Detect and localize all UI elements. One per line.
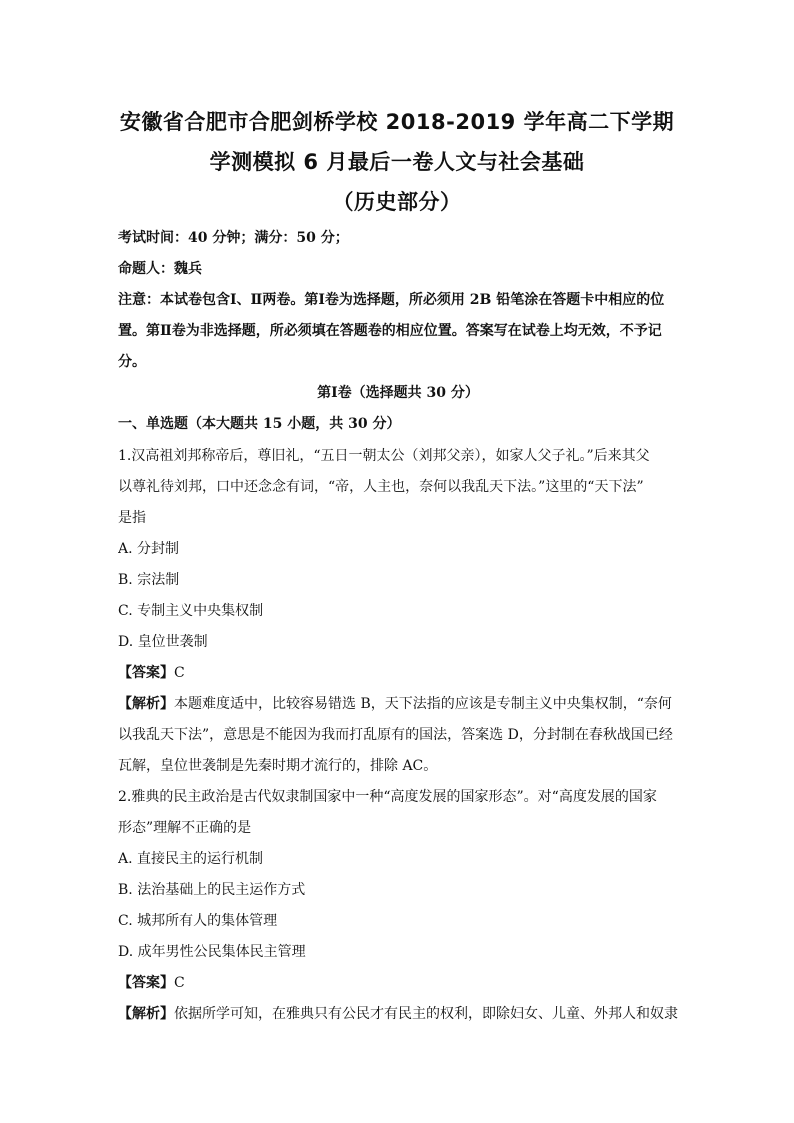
- question-1-option-a: A. 分封制: [118, 541, 180, 557]
- exam-notice-line-1: 注意：本试卷包含Ⅰ、Ⅱ两卷。第Ⅰ卷为选择题，所必须用 2B 铅笔涂在答题卡中相应的位: [118, 292, 665, 308]
- question-2-analysis-line-1: [118, 1004, 678, 1024]
- question-1-option-b: B. 宗法制: [118, 572, 180, 588]
- question-1-stem-line-2: 以尊礼待刘邦，口中还念念有词，“帝，人主也，奈何以我乱天下法。”这里的“天下法”: [118, 479, 644, 495]
- question-1-stem-line-3: 是指: [118, 510, 146, 526]
- question-1-option-d: D. 皇位世袭制: [118, 634, 208, 650]
- answer-value: C: [174, 665, 185, 681]
- question-1-analysis-line-3: 瓦解，皇位世袭制是先秦时期才流行的，排除 AC。: [118, 758, 438, 774]
- answer-label: 【答案】: [118, 665, 174, 681]
- question-2-option-d: D. 成年男性公民集体民主管理: [118, 944, 306, 960]
- question-2-answer: [118, 973, 678, 993]
- exam-notice-line-3: 分。: [118, 354, 146, 370]
- question-1-option-c: C. 专制主义中央集权制: [118, 603, 264, 619]
- question-2-option-c: C. 城邦所有人的集体管理: [118, 913, 278, 929]
- section-subheading: 一、单选题（本大题共 15 小题，共 30 分）: [118, 416, 401, 432]
- question-2-option-a: A. 直接民主的运行机制: [118, 851, 264, 867]
- analysis-label: 【解析】: [118, 696, 174, 712]
- section-heading: 第Ⅰ卷（选择题共 30 分）: [317, 385, 479, 401]
- question-1-analysis-line-1: [118, 694, 678, 714]
- answer-label: 【答案】: [118, 975, 174, 991]
- question-1-stem-line-1: 1.汉高祖刘邦称帝后，尊旧礼，“五日一朝太公（刘邦父亲），如家人父子礼。”后来其父: [118, 448, 650, 464]
- document-title-line-1: 安徽省合肥市合肥剑桥学校 2018-2019 学年高二下学期: [119, 110, 675, 134]
- question-1-analysis-line-2: 以我乱天下法”，意思是不能因为我而打乱原有的国法，答案选 D，分封制在春秋战国已经: [118, 727, 673, 743]
- exam-time: 考试时间：40 分钟；满分：50 分；: [118, 230, 349, 246]
- exam-notice-line-2: 置。第Ⅱ卷为非选择题，所必须填在答题卷的相应位置。答案写在试卷上均无效，不予记: [118, 323, 662, 339]
- document-title-line-2: 学测模拟 6 月最后一卷人文与社会基础: [209, 150, 585, 174]
- question-2-stem-line-2: 形态”理解不正确的是: [118, 820, 252, 836]
- answer-value: C: [174, 975, 185, 991]
- question-1-answer: [118, 663, 678, 683]
- analysis-text: 依据所学可知，在雅典只有公民才有民主的权利，即除妇女、儿童、外邦人和奴隶: [174, 1006, 678, 1022]
- analysis-text: 本题难度适中，比较容易错选 B，天下法指的应该是专制主义中央集权制，“奈何: [174, 696, 672, 712]
- question-2-stem-line-1: 2.雅典的民主政治是古代奴隶制国家中一种“高度发展的国家形态”。对“高度发展的国家: [118, 789, 657, 805]
- analysis-label: 【解析】: [118, 1006, 174, 1022]
- document-title-line-3: （历史部分）: [332, 190, 462, 214]
- question-2-option-b: B. 法治基础上的民主运作方式: [118, 882, 306, 898]
- exam-author: 命题人：魏兵: [118, 261, 202, 277]
